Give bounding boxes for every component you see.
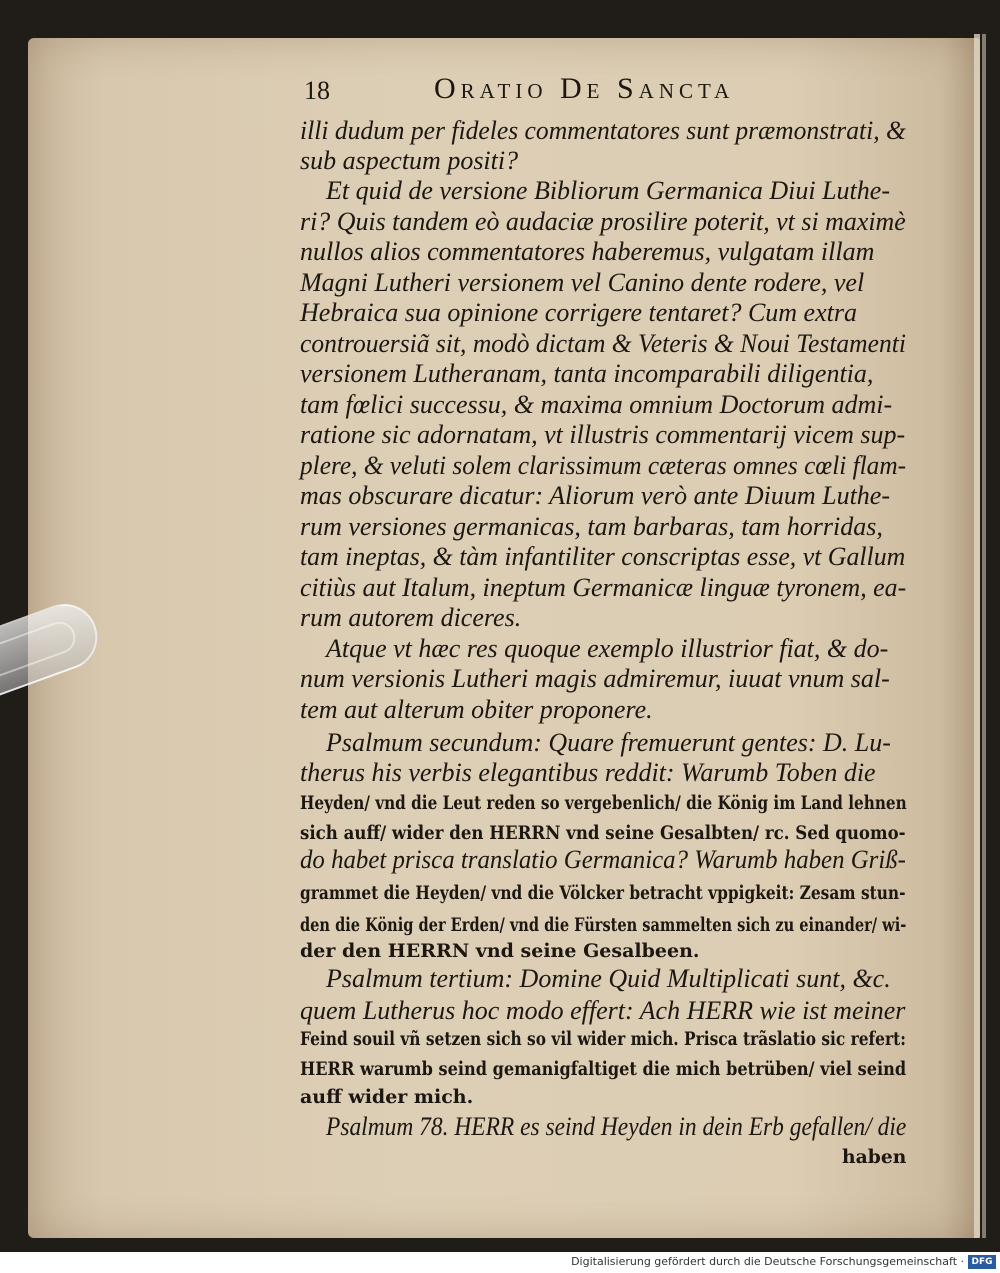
text-line: grammet die Heyden/ vnd die Völcker betracht vppigkeit: Zesam stun- xyxy=(300,882,906,904)
text-line: citiùs aut Italum, ineptum Germanicæ linguæ tyronem, ea- xyxy=(300,573,907,602)
text-line: versionem Lutheranam, tanta incomparabili diligentia, xyxy=(300,359,874,388)
paragraph-first-line: Psalmum 78. HERR es seind Heyden in dein Erb gefallen/ die xyxy=(326,1112,907,1141)
text-line: ri? Quis tandem eò audaciæ prosilire poterit, vt si maximè xyxy=(300,207,906,236)
page-edge xyxy=(974,34,980,1238)
text-line: sub aspectum positi? xyxy=(300,146,519,175)
footer-credit: Digitalisierung gefördert durch die Deutsche Forschungsgemeinschaft · xyxy=(571,1255,964,1268)
page-edge xyxy=(982,34,986,1238)
text-line: nullos alios commentatores haberemus, vulgatam illam xyxy=(300,237,875,266)
text-line: ratione sic adornatam, vt illustris commentarij vicem sup- xyxy=(300,420,906,449)
text-line: mas obscurare dicatur: Aliorum verò ante Diuum Luthe- xyxy=(300,481,891,510)
text-line: Hebraica sua opinione corrigere tentaret? Cum extra xyxy=(300,298,857,327)
text-line: tam ineptas, & tàm infantiliter conscriptas esse, vt Gallum xyxy=(300,542,906,571)
dfg-logo-icon: DFG xyxy=(968,1255,996,1269)
footer-bar xyxy=(0,1252,1000,1273)
text-line: Heyden/ vnd die Leut reden so vergebenlich/ die König im Land lehnen xyxy=(300,792,907,814)
paragraph-first-line: Psalmum secundum: Quare fremuerunt gentes: D. Lu- xyxy=(326,728,891,757)
text-line: tem aut alterum obiter proponere. xyxy=(300,695,653,724)
text-line: auff wider mich. xyxy=(300,1086,474,1108)
text-line: illi dudum per fideles commentatores sunt præmonstrati, & xyxy=(300,116,906,145)
text-line: do habet prisca translatio Germanica? Warumb haben Griß- xyxy=(300,845,906,874)
running-title: Oratio De Sancta xyxy=(434,72,735,105)
text-line: tam fœlici successu, & maxima omnium Doctorum admi- xyxy=(300,390,893,419)
text-line: num versionis Lutheri magis admiremur, iuuat vnum sal- xyxy=(300,664,890,693)
text-line: rum versiones germanicas, tam barbaras, tam horridas, xyxy=(300,512,883,541)
text-line: Feind souil vñ setzen sich so vil wider mich. Prisca trãslatio sic refert: xyxy=(300,1028,906,1050)
paragraph-first-line: Atque vt hæc res quoque exemplo illustrior fiat, & do- xyxy=(326,634,889,663)
text-line: den die König der Erden/ vnd die Fürsten sammelten sich zu einander/ wi- xyxy=(300,914,907,936)
text-line: therus his verbis elegantibus reddit: Warumb Toben die xyxy=(300,758,876,787)
text-line: controuersiã sit, modò dictam & Veteris & Noui Testamenti xyxy=(300,329,906,358)
text-line: sich auff/ wider den HERRN vnd seine Gesalbten/ rc. Sed quomo- xyxy=(300,822,906,844)
page-number: 18 xyxy=(304,76,330,105)
text-line: der den HERRN vnd seine Gesalbeen. xyxy=(300,940,700,962)
text-line: HERR warumb seind gemanigfaltiget die mich betrüben/ viel seind xyxy=(300,1058,907,1080)
text-line: Magni Lutheri versionem vel Canino dente rodere, vel xyxy=(300,268,865,297)
text-line: quem Lutherus hoc modo effert: Ach HERR wie ist meiner xyxy=(300,996,906,1025)
text-line: rum autorem diceres. xyxy=(300,603,522,632)
running-head xyxy=(304,72,914,112)
paragraph-first-line: Psalmum tertium: Domine Quid Multiplicati sunt, &c. xyxy=(326,964,891,993)
paragraph-first-line: Et quid de versione Bibliorum Germanica Diui Luthe- xyxy=(326,176,890,205)
text-line: haben xyxy=(842,1146,907,1168)
text-line: plere, & veluti solem clarissimum cæteras omnes cœli flam- xyxy=(300,451,907,480)
